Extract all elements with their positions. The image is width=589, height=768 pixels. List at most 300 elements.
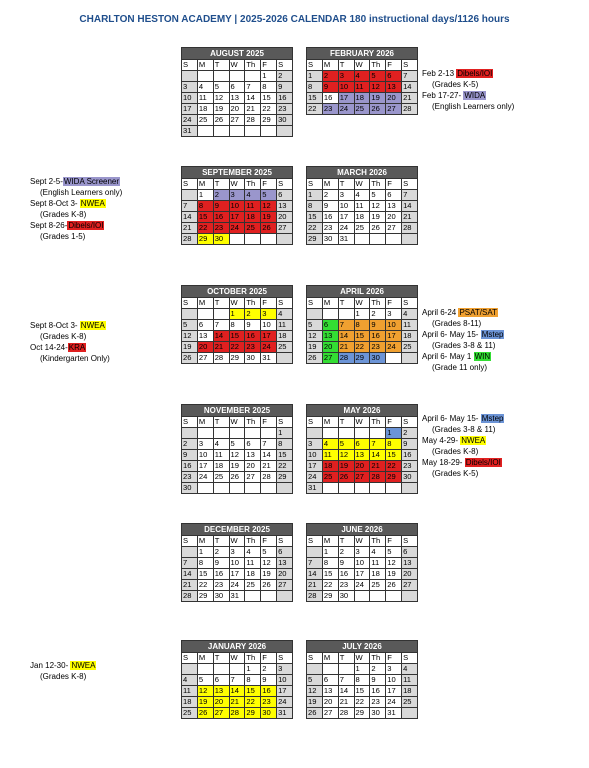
- day-cell: 12: [213, 93, 229, 104]
- day-cell: 3: [354, 547, 370, 558]
- weekday-label: Th: [245, 298, 261, 309]
- day-cell: 29: [354, 353, 370, 364]
- weekday-label: M: [197, 60, 213, 71]
- day-cell: 12: [261, 201, 277, 212]
- empty-cell: [229, 483, 245, 494]
- calendar-oct: [181, 285, 293, 364]
- weekday-label: F: [261, 60, 277, 71]
- weekday-label: W: [229, 60, 245, 71]
- assessment-tag: NWEA: [80, 321, 105, 330]
- weekday-label: S: [307, 417, 323, 428]
- day-cell: 23: [322, 223, 338, 234]
- empty-cell: [370, 591, 386, 602]
- day-cell: 8: [197, 558, 213, 569]
- day-cell: 22: [197, 223, 213, 234]
- day-cell: 29: [307, 234, 323, 245]
- empty-cell: [402, 483, 418, 494]
- day-cell: 23: [402, 461, 418, 472]
- day-cell: 7: [182, 201, 198, 212]
- day-cell: 11: [354, 82, 370, 93]
- day-cell: 14: [245, 93, 261, 104]
- day-cell: 7: [402, 190, 418, 201]
- weekday-label: F: [261, 179, 277, 190]
- day-cell: 14: [182, 212, 198, 223]
- empty-cell: [277, 591, 293, 602]
- day-cell: 3: [277, 664, 293, 675]
- assessment-tag: PSAT/SAT: [459, 308, 497, 317]
- notes-apr: [422, 307, 504, 373]
- day-cell: 7: [182, 558, 198, 569]
- day-cell: 22: [354, 697, 370, 708]
- day-cell: 19: [261, 569, 277, 580]
- day-cell: 3: [182, 82, 198, 93]
- empty-cell: [197, 309, 213, 320]
- day-cell: 13: [197, 331, 213, 342]
- day-cell: 24: [182, 115, 198, 126]
- empty-cell: [182, 71, 198, 82]
- day-cell: 8: [197, 201, 213, 212]
- empty-cell: [386, 353, 402, 364]
- day-cell: 8: [307, 82, 323, 93]
- day-cell: 20: [277, 569, 293, 580]
- note-date-range: May 4-29-: [422, 436, 461, 445]
- empty-cell: [402, 234, 418, 245]
- day-cell: 5: [182, 320, 198, 331]
- empty-cell: [277, 483, 293, 494]
- day-cell: 10: [261, 320, 277, 331]
- empty-cell: [338, 309, 354, 320]
- weekday-label: S: [277, 417, 293, 428]
- day-cell: 8: [386, 439, 402, 450]
- notes-feb: [422, 68, 514, 112]
- weekday-label: S: [182, 417, 198, 428]
- day-cell: 20: [213, 697, 229, 708]
- month-title: MAY 2026: [306, 404, 418, 416]
- note-date-range: Sept 2-5-: [30, 177, 63, 186]
- day-cell: 14: [213, 331, 229, 342]
- weekday-label: W: [354, 179, 370, 190]
- empty-cell: [229, 234, 245, 245]
- empty-cell: [402, 708, 418, 719]
- assessment-tag: WIDA: [464, 91, 486, 100]
- month-title: MARCH 2026: [306, 166, 418, 178]
- day-cell: 18: [197, 104, 213, 115]
- day-cell: 25: [245, 580, 261, 591]
- day-cell: 19: [213, 104, 229, 115]
- day-cell: 17: [182, 104, 198, 115]
- day-cell: 17: [229, 569, 245, 580]
- day-cell: 17: [277, 686, 293, 697]
- day-cell: 1: [261, 71, 277, 82]
- assessment-tag: NWEA: [461, 436, 486, 445]
- day-cell: 29: [261, 115, 277, 126]
- day-cell: 6: [197, 320, 213, 331]
- day-cell: 16: [322, 93, 338, 104]
- day-cell: 2: [338, 547, 354, 558]
- weekday-label: Th: [245, 536, 261, 547]
- day-cell: 30: [261, 708, 277, 719]
- day-cell: 11: [322, 450, 338, 461]
- day-cell: 16: [213, 212, 229, 223]
- day-cell: 22: [277, 461, 293, 472]
- month-title: JANUARY 2026: [181, 640, 293, 652]
- note-date-range: Jan 12-30-: [30, 661, 71, 670]
- calendar-mar: [306, 166, 418, 245]
- day-cell: 1: [322, 547, 338, 558]
- day-cell: 9: [322, 201, 338, 212]
- day-cell: 27: [197, 353, 213, 364]
- month-title: NOVEMBER 2025: [181, 404, 293, 416]
- day-cell: 13: [386, 201, 402, 212]
- day-cell: 14: [229, 686, 245, 697]
- weekday-label: W: [229, 298, 245, 309]
- day-cell: 28: [370, 472, 386, 483]
- day-cell: 25: [354, 223, 370, 234]
- day-cell: 24: [229, 223, 245, 234]
- day-cell: 15: [261, 93, 277, 104]
- calendar-apr: [306, 285, 418, 364]
- day-cell: 2: [402, 428, 418, 439]
- day-cell: 29: [322, 591, 338, 602]
- day-cell: 4: [245, 190, 261, 201]
- day-cell: 2: [322, 71, 338, 82]
- note-date-range: Feb 17-27-: [422, 91, 464, 100]
- day-cell: 19: [370, 93, 386, 104]
- day-cell: 27: [386, 223, 402, 234]
- day-cell: 9: [322, 82, 338, 93]
- day-cell: 15: [354, 331, 370, 342]
- weekday-label: S: [277, 60, 293, 71]
- day-cell: 1: [197, 190, 213, 201]
- day-cell: 20: [229, 104, 245, 115]
- day-cell: 21: [245, 104, 261, 115]
- day-cell: 11: [245, 558, 261, 569]
- day-cell: 12: [338, 450, 354, 461]
- note-line: [422, 457, 504, 468]
- note-date-range: April 6- May 1: [422, 352, 474, 361]
- weekday-label: F: [386, 298, 402, 309]
- day-cell: 21: [307, 580, 323, 591]
- day-cell: 1: [197, 547, 213, 558]
- day-cell: 10: [229, 201, 245, 212]
- day-cell: 13: [402, 558, 418, 569]
- day-cell: 6: [386, 190, 402, 201]
- assessment-tag: Dibels/IOI: [457, 69, 493, 78]
- weekday-label: S: [182, 179, 198, 190]
- weekday-label: W: [354, 653, 370, 664]
- day-cell: 12: [229, 450, 245, 461]
- day-cell: 27: [402, 580, 418, 591]
- day-cell: 15: [229, 331, 245, 342]
- day-cell: 7: [338, 320, 354, 331]
- day-cell: 5: [307, 320, 323, 331]
- day-cell: 2: [261, 664, 277, 675]
- weekday-label: F: [386, 653, 402, 664]
- assessment-tag: WIN: [474, 352, 491, 361]
- day-cell: 20: [402, 569, 418, 580]
- day-cell: 23: [338, 580, 354, 591]
- weekday-label: M: [197, 298, 213, 309]
- weekday-label: W: [229, 536, 245, 547]
- note-line: [30, 342, 110, 353]
- day-cell: 16: [402, 450, 418, 461]
- weekday-label: T: [213, 536, 229, 547]
- day-cell: 3: [338, 190, 354, 201]
- day-cell: 25: [197, 115, 213, 126]
- weekday-label: M: [197, 653, 213, 664]
- empty-cell: [213, 664, 229, 675]
- day-cell: 30: [322, 234, 338, 245]
- day-cell: 2: [277, 71, 293, 82]
- day-cell: 5: [261, 190, 277, 201]
- day-cell: 25: [402, 697, 418, 708]
- empty-cell: [370, 483, 386, 494]
- weekday-label: Th: [370, 179, 386, 190]
- note-date-range: April 6-24: [422, 308, 459, 317]
- day-cell: 5: [261, 547, 277, 558]
- empty-cell: [322, 664, 338, 675]
- weekday-label: Th: [245, 417, 261, 428]
- day-cell: 2: [245, 309, 261, 320]
- day-cell: 4: [277, 309, 293, 320]
- day-cell: 26: [197, 708, 213, 719]
- weekday-label: S: [402, 417, 418, 428]
- weekday-label: T: [213, 60, 229, 71]
- empty-cell: [261, 428, 277, 439]
- weekday-label: M: [322, 653, 338, 664]
- day-cell: 16: [322, 212, 338, 223]
- day-cell: 27: [277, 223, 293, 234]
- note-date-range: May 18-29-: [422, 458, 465, 467]
- note-grades: (Kindergarten Only): [40, 354, 110, 363]
- weekday-label: M: [322, 179, 338, 190]
- day-cell: 25: [354, 104, 370, 115]
- day-cell: 28: [213, 353, 229, 364]
- day-cell: 8: [354, 320, 370, 331]
- weekday-label: S: [277, 653, 293, 664]
- day-cell: 28: [338, 353, 354, 364]
- day-cell: 14: [402, 201, 418, 212]
- day-cell: 17: [386, 331, 402, 342]
- day-cell: 16: [370, 331, 386, 342]
- day-cell: 22: [261, 104, 277, 115]
- day-cell: 23: [182, 472, 198, 483]
- day-cell: 23: [213, 223, 229, 234]
- weekday-label: S: [402, 60, 418, 71]
- empty-cell: [322, 428, 338, 439]
- day-cell: 19: [338, 461, 354, 472]
- day-cell: 16: [213, 569, 229, 580]
- note-line: [30, 198, 122, 209]
- note-line: [422, 351, 504, 362]
- day-cell: 16: [338, 569, 354, 580]
- note-line: [422, 307, 504, 318]
- day-cell: 8: [322, 558, 338, 569]
- weekday-label: S: [277, 179, 293, 190]
- day-cell: 5: [213, 82, 229, 93]
- month-title: FEBRUARY 2026: [306, 47, 418, 59]
- note-grades: (Grades 1-5): [40, 232, 86, 241]
- day-cell: 5: [229, 439, 245, 450]
- day-cell: 4: [402, 664, 418, 675]
- day-cell: 5: [197, 675, 213, 686]
- day-cell: 16: [182, 461, 198, 472]
- weekday-label: M: [197, 179, 213, 190]
- day-cell: 14: [402, 82, 418, 93]
- day-cell: 13: [322, 331, 338, 342]
- day-cell: 13: [245, 450, 261, 461]
- note-line: [30, 660, 96, 671]
- day-cell: 19: [386, 569, 402, 580]
- calendar-jun: [306, 523, 418, 602]
- day-cell: 26: [261, 580, 277, 591]
- empty-cell: [213, 309, 229, 320]
- day-cell: 13: [213, 686, 229, 697]
- day-cell: 6: [322, 675, 338, 686]
- day-cell: 24: [277, 697, 293, 708]
- note-grades: (Grades K-8): [40, 332, 87, 341]
- weekday-label: W: [354, 60, 370, 71]
- day-cell: 29: [197, 234, 213, 245]
- day-cell: 3: [229, 547, 245, 558]
- note-grades: (Grades K-5): [432, 469, 479, 478]
- weekday-label: S: [182, 653, 198, 664]
- weekday-label: T: [338, 60, 354, 71]
- empty-cell: [277, 353, 293, 364]
- day-cell: 11: [402, 675, 418, 686]
- day-cell: 28: [182, 591, 198, 602]
- note-date-range: Sept 8-Oct 3-: [30, 199, 80, 208]
- day-cell: 23: [261, 697, 277, 708]
- day-cell: 5: [386, 547, 402, 558]
- empty-cell: [307, 309, 323, 320]
- empty-cell: [182, 547, 198, 558]
- day-cell: 7: [245, 82, 261, 93]
- day-cell: 27: [322, 353, 338, 364]
- note-grades: (Grade 11 only): [432, 363, 487, 372]
- day-cell: 27: [386, 104, 402, 115]
- day-cell: 21: [261, 461, 277, 472]
- day-cell: 7: [261, 439, 277, 450]
- day-cell: 28: [261, 472, 277, 483]
- day-cell: 21: [402, 93, 418, 104]
- day-cell: 1: [229, 309, 245, 320]
- empty-cell: [229, 126, 245, 137]
- day-cell: 9: [182, 450, 198, 461]
- day-cell: 12: [197, 686, 213, 697]
- day-cell: 15: [307, 93, 323, 104]
- day-cell: 3: [229, 190, 245, 201]
- day-cell: 30: [213, 234, 229, 245]
- day-cell: 13: [229, 93, 245, 104]
- day-cell: 9: [370, 320, 386, 331]
- day-cell: 9: [213, 558, 229, 569]
- empty-cell: [182, 428, 198, 439]
- day-cell: 30: [338, 591, 354, 602]
- day-cell: 17: [307, 461, 323, 472]
- day-cell: 8: [261, 82, 277, 93]
- day-cell: 20: [322, 697, 338, 708]
- day-cell: 20: [245, 461, 261, 472]
- note-line: [422, 413, 504, 424]
- weekday-label: W: [229, 653, 245, 664]
- day-cell: 28: [338, 708, 354, 719]
- empty-cell: [261, 591, 277, 602]
- day-cell: 3: [386, 664, 402, 675]
- day-cell: 30: [245, 353, 261, 364]
- day-cell: 26: [182, 353, 198, 364]
- assessment-tag: KRA: [68, 343, 86, 352]
- day-cell: 23: [370, 697, 386, 708]
- day-cell: 24: [386, 697, 402, 708]
- note-date-range: April 6- May 15-: [422, 414, 481, 423]
- weekday-label: W: [229, 417, 245, 428]
- day-cell: 16: [261, 686, 277, 697]
- day-cell: 26: [229, 472, 245, 483]
- day-cell: 8: [245, 675, 261, 686]
- day-cell: 27: [213, 708, 229, 719]
- weekday-label: S: [307, 653, 323, 664]
- calendar-sep: [181, 166, 293, 245]
- day-cell: 12: [261, 558, 277, 569]
- day-cell: 26: [370, 223, 386, 234]
- day-cell: 29: [354, 708, 370, 719]
- empty-cell: [261, 483, 277, 494]
- day-cell: 27: [277, 580, 293, 591]
- empty-cell: [182, 190, 198, 201]
- empty-cell: [197, 126, 213, 137]
- day-cell: 20: [277, 212, 293, 223]
- note-line: [422, 329, 504, 340]
- day-cell: 4: [370, 547, 386, 558]
- day-cell: 24: [197, 472, 213, 483]
- day-cell: 21: [370, 461, 386, 472]
- day-cell: 12: [182, 331, 198, 342]
- day-cell: 1: [354, 309, 370, 320]
- day-cell: 7: [402, 71, 418, 82]
- day-cell: 5: [370, 71, 386, 82]
- empty-cell: [354, 591, 370, 602]
- day-cell: 31: [386, 708, 402, 719]
- day-cell: 13: [386, 82, 402, 93]
- day-cell: 12: [307, 331, 323, 342]
- day-cell: 7: [370, 439, 386, 450]
- month-title: DECEMBER 2025: [181, 523, 293, 535]
- empty-cell: [354, 234, 370, 245]
- day-cell: 30: [182, 483, 198, 494]
- empty-cell: [307, 428, 323, 439]
- day-cell: 22: [322, 580, 338, 591]
- day-cell: 16: [277, 93, 293, 104]
- day-cell: 19: [261, 212, 277, 223]
- day-cell: 24: [261, 342, 277, 353]
- weekday-label: S: [182, 536, 198, 547]
- weekday-label: Th: [370, 298, 386, 309]
- day-cell: 28: [307, 591, 323, 602]
- day-cell: 4: [322, 439, 338, 450]
- day-cell: 30: [370, 708, 386, 719]
- note-line: [422, 68, 514, 79]
- calendar-jul: [306, 640, 418, 719]
- calendar-may: [306, 404, 418, 494]
- day-cell: 9: [245, 320, 261, 331]
- day-cell: 25: [322, 472, 338, 483]
- day-cell: 15: [354, 686, 370, 697]
- day-cell: 6: [402, 547, 418, 558]
- empty-cell: [277, 126, 293, 137]
- day-cell: 28: [402, 104, 418, 115]
- day-cell: 8: [277, 439, 293, 450]
